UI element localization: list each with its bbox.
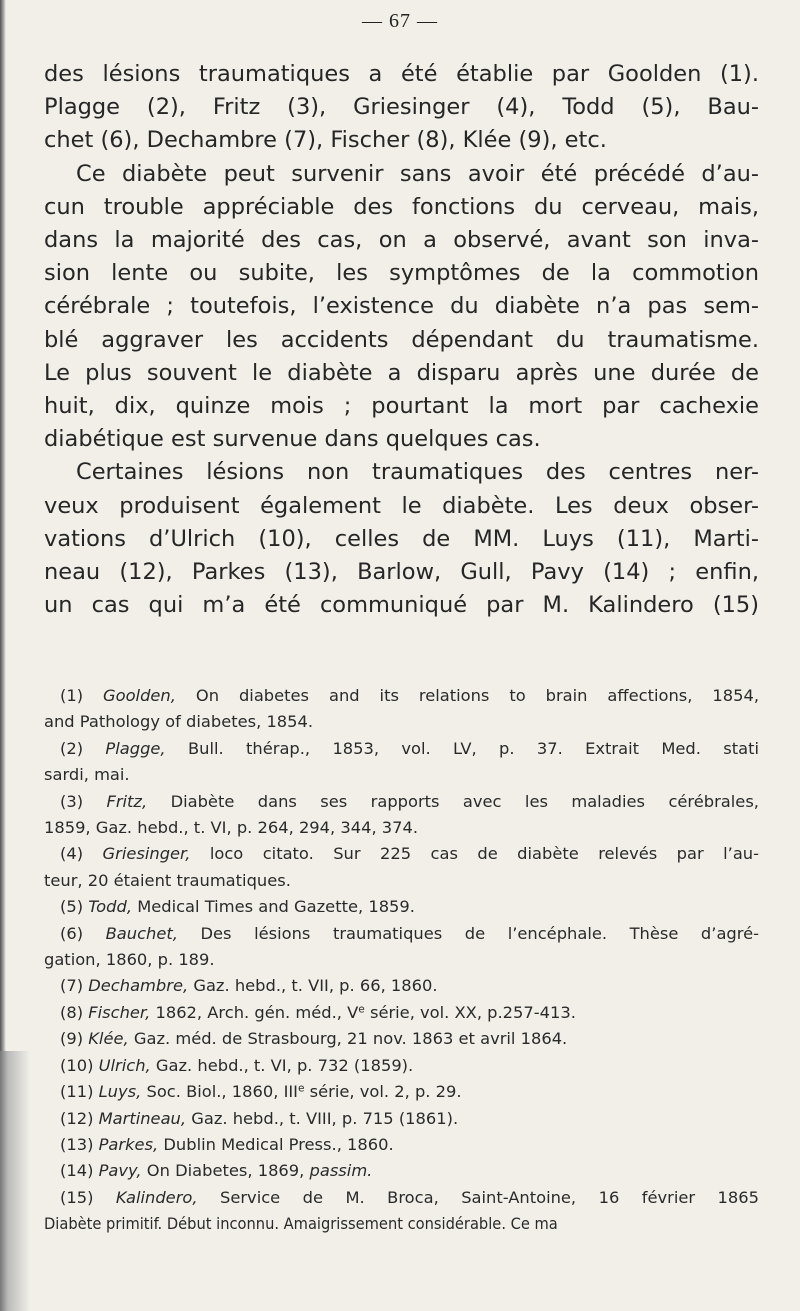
footnote-11 — [44, 1079, 759, 1105]
page-binding-shadow — [0, 1051, 30, 1311]
footnote-continuation: sardi, mai. — [44, 765, 130, 785]
footnote-text: On Diabetes, 1869, — [146, 1161, 305, 1181]
footnote-13 — [44, 1132, 759, 1158]
footnote-6 — [44, 921, 759, 947]
footnote-author: Parkes, — [98, 1134, 159, 1154]
footnote-2 — [44, 736, 759, 762]
footnote-number: (15) — [60, 1187, 94, 1207]
footnote-text: On diabetes and its relations to brain affections, 1854, — [195, 686, 759, 705]
text-line: des lésions traumatiques a été établie par Goolden (1). — [44, 61, 759, 87]
footnote-4 — [44, 841, 759, 867]
footnote-author: Martineau, — [98, 1108, 187, 1128]
footnote-author: Bauchet, — [105, 923, 178, 943]
footnote-passim: passim. — [309, 1161, 373, 1181]
footnote-10 — [44, 1053, 759, 1079]
footnote-text: Dublin Medical Press., 1860. — [163, 1134, 394, 1154]
footnote-continuation: and Pathology of diabetes, 1854. — [44, 712, 314, 732]
footnote-author: Pavy, — [98, 1161, 142, 1181]
footnote-number: (1) — [60, 686, 84, 705]
footnote-number: (7) — [60, 976, 84, 996]
text-line: blé aggraver les accidents dépendant du traumatisme. — [44, 326, 759, 353]
footnote-8 — [44, 1000, 759, 1026]
footnote-author: Dechambre, — [88, 976, 189, 996]
text-line: Certaines lésions non traumatiques des centres ner- — [76, 459, 759, 486]
text-line: Ce diabète peut survenir sans avoir été précédé d’au- — [76, 160, 759, 187]
text-line: Plagge (2), Fritz (3), Griesinger (4), Todd (5), Bau- — [44, 94, 759, 121]
footnote-text: Des lésions traumatiques de l’encéphale. Thèse d’agré- — [200, 923, 759, 943]
text-line: veux produisent également le diabète. Les deux obser- — [44, 492, 759, 519]
text-line: un cas qui m’a été communiqué par M. Kalindero (15) — [44, 592, 759, 619]
footnote-continuation: gation, 1860, p. 189. — [44, 950, 215, 970]
footnote-text: 1862, Arch. gén. méd., Ve série, vol. XX, p.257-413. — [155, 1002, 576, 1022]
footnote-author: Fischer, — [88, 1002, 151, 1022]
footnote-text: Bull. thérap., 1853, vol. LV, p. 37. Extrait Med. stati — [187, 738, 759, 758]
footnote-14 — [44, 1158, 759, 1184]
footnote-3 — [44, 789, 759, 815]
footnote-number: (14) — [60, 1161, 94, 1181]
footnote-author: Fritz, — [106, 791, 148, 811]
footnote-text: Gaz. hebd., t. VI, p. 732 (1859). — [155, 1055, 414, 1075]
footnote-text: Medical Times and Gazette, 1859. — [137, 897, 415, 917]
footnote-text: Gaz. méd. de Strasbourg, 21 nov. 1863 et avril 1864. — [133, 1029, 568, 1049]
footnote-author: Ulrich, — [98, 1055, 151, 1075]
footnote-continuation: teur, 20 étaient traumatiques. — [44, 870, 291, 890]
footnote-text: Service de M. Broca, Saint-Antoine, 16 février 1865 — [220, 1187, 759, 1207]
footnote-5 — [44, 894, 759, 920]
footnote-number: (12) — [60, 1108, 94, 1128]
text-line: huit, dix, quinze mois ; pourtant la mort par cachexie — [44, 393, 759, 420]
footnote-continuation: Diabète primitif. Début inconnu. Amaigrissement considérable. Ce ma — [44, 1214, 558, 1234]
footnote-number: (6) — [60, 923, 84, 943]
footnote-12 — [44, 1106, 759, 1132]
footnote-author: Griesinger, — [102, 844, 191, 864]
footnote-author: Kalindero, — [115, 1187, 198, 1207]
footnote-author: Klée, — [88, 1029, 129, 1049]
text-line: cérébrale ; toutefois, l’existence du diabète n’a pas sem- — [44, 293, 759, 320]
text-line: sion lente ou subite, les symptômes de la commotion — [44, 260, 759, 287]
footnote-continuation: 1859, Gaz. hebd., t. VI, p. 264, 294, 344, 374. — [44, 818, 419, 838]
text-line: chet (6), Dechambre (7), Fischer (8), Klée (9), etc. — [44, 127, 607, 154]
footnote-number: (8) — [60, 1002, 84, 1022]
text-line: dans la majorité des cas, on a observé, avant son inva- — [44, 227, 759, 254]
footnote-15 — [44, 1185, 759, 1211]
footnote-number: (3) — [60, 791, 84, 811]
footnote-number: (11) — [60, 1082, 94, 1102]
footnote-author: Todd, — [88, 897, 132, 917]
text-line: neau (12), Parkes (13), Barlow, Gull, Pavy (14) ; enfin, — [44, 559, 759, 586]
footnote-1 — [44, 683, 759, 709]
footnote-number: (13) — [60, 1134, 94, 1154]
footnote-text: Soc. Biol., 1860, IIIe série, vol. 2, p. 29. — [146, 1082, 462, 1102]
main-text — [44, 58, 759, 622]
footnote-author: Goolden, — [103, 686, 176, 705]
footnote-text: loco citato. Sur 225 cas de diabète relevés par l’au- — [209, 844, 759, 864]
footnote-number: (5) — [60, 897, 84, 917]
text-line: diabétique est survenue dans quelques cas. — [44, 426, 541, 453]
footnote-number: (9) — [60, 1029, 84, 1049]
footnote-number: (4) — [60, 844, 84, 864]
page-number: — 67 — — [362, 10, 438, 32]
footnote-text: Gaz. hebd., t. VII, p. 66, 1860. — [193, 976, 438, 996]
footnote-9 — [44, 1026, 759, 1052]
text-line: Le plus souvent le diabète a disparu après une durée de — [44, 359, 759, 386]
footnote-author: Luys, — [98, 1082, 142, 1102]
footnote-number: (10) — [60, 1055, 94, 1075]
footnote-text: Gaz. hebd., t. VIII, p. 715 (1861). — [191, 1108, 459, 1128]
footnote-text: Diabète dans ses rapports avec les maladies cérébrales, — [170, 791, 759, 811]
text-line: cun trouble appréciable des fonctions du cerveau, mais, — [44, 193, 759, 220]
footnote-7 — [44, 973, 759, 999]
footnote-number: (2) — [60, 738, 84, 758]
footnotes — [44, 683, 759, 1238]
footnote-author: Plagge, — [105, 738, 166, 758]
text-line: vations d’Ulrich (10), celles de MM. Luys (11), Marti- — [44, 525, 759, 552]
